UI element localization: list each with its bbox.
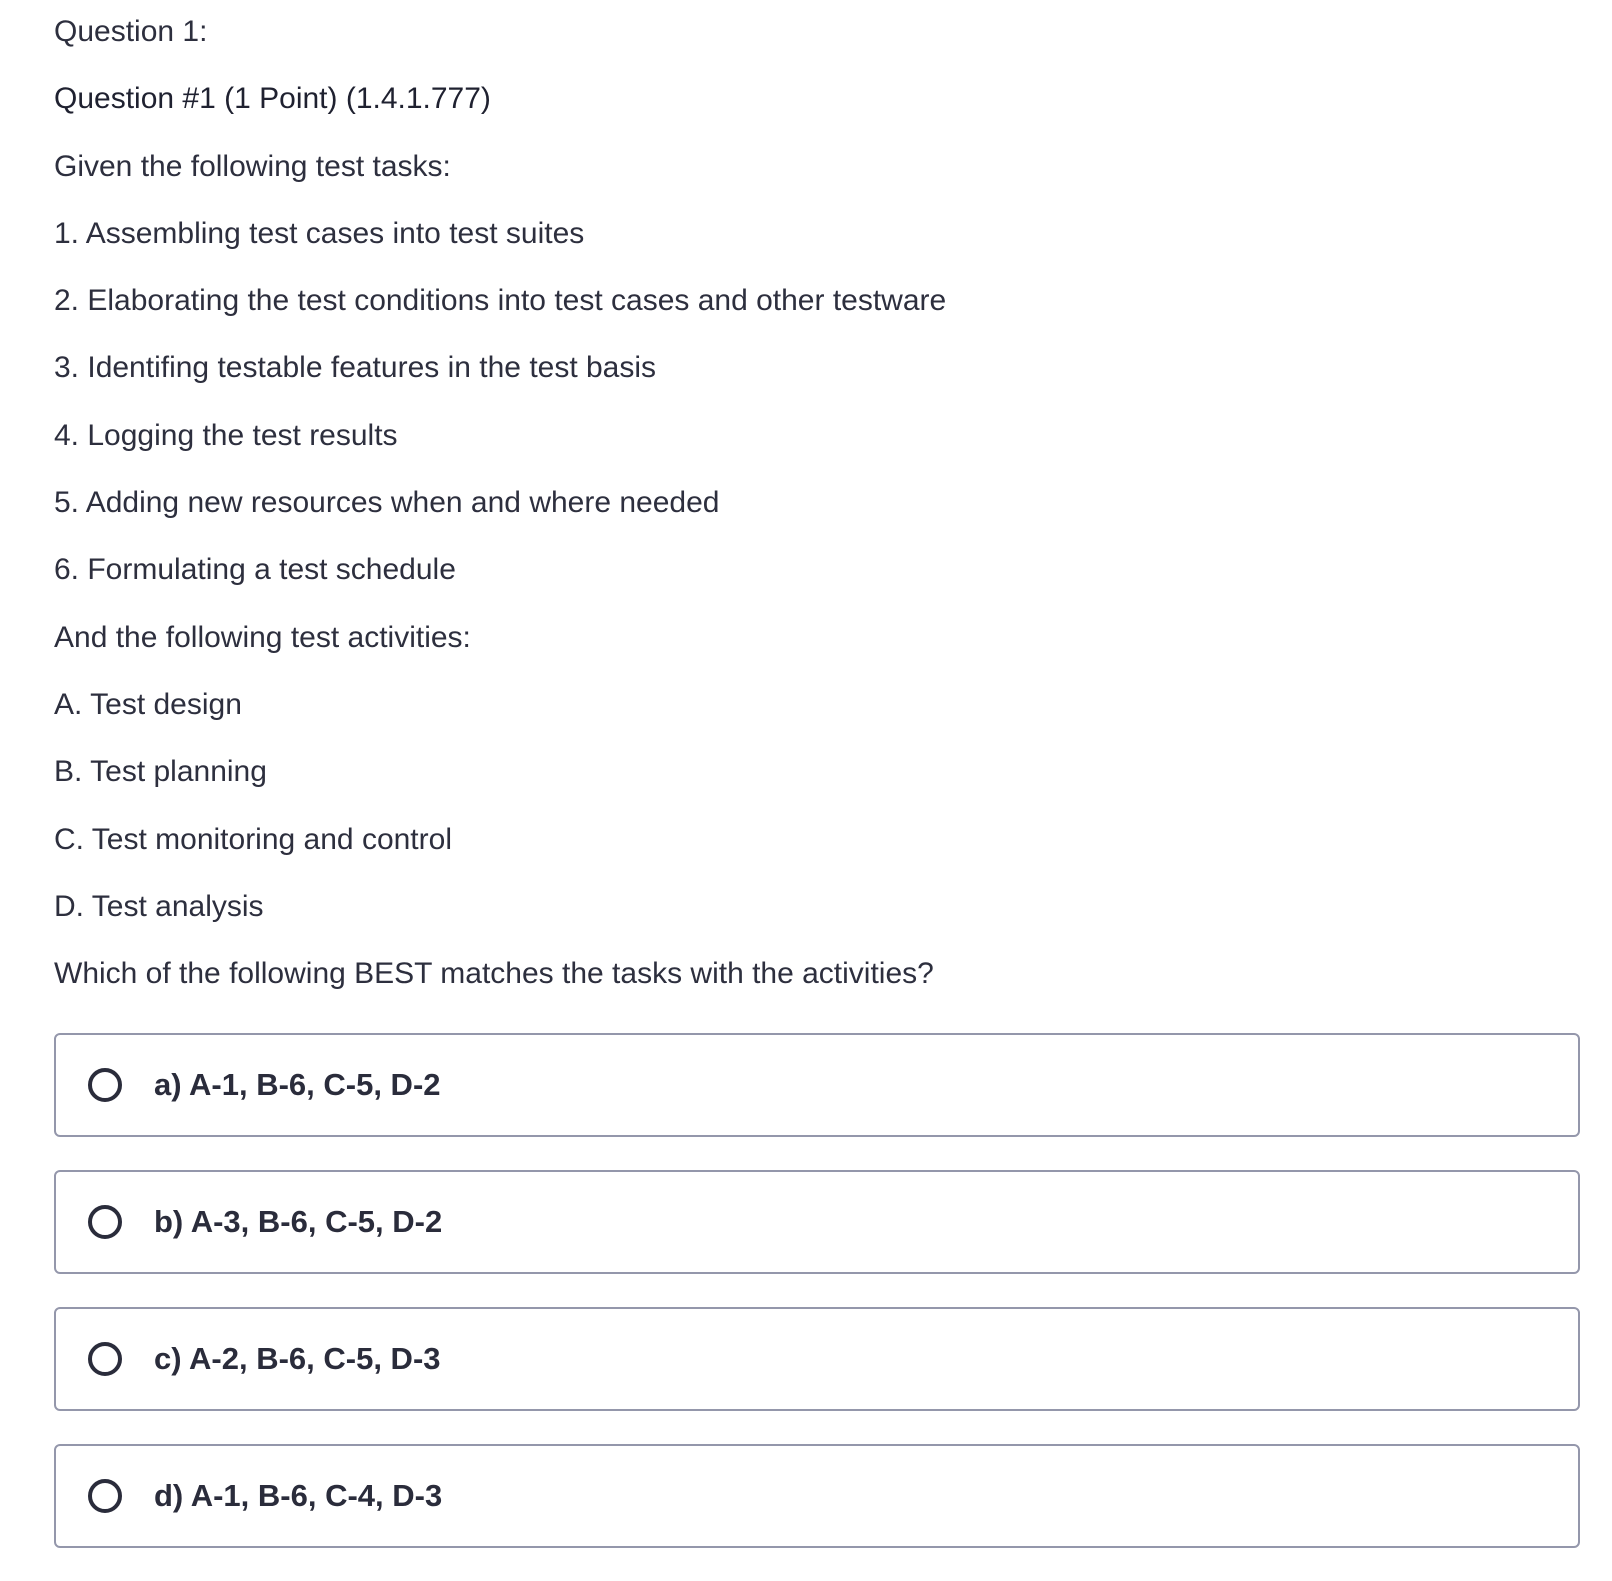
activity-item: A. Test design	[54, 687, 242, 721]
activity-item: D. Test analysis	[54, 889, 264, 923]
option-label: a) A-1, B-6, C-5, D-2	[154, 1067, 441, 1102]
option-label: c) A-2, B-6, C-5, D-3	[154, 1341, 441, 1376]
answer-options	[54, 1033, 1580, 1581]
task-item: 2. Elaborating the test conditions into test cases and other testware	[54, 284, 947, 318]
radio-icon[interactable]	[88, 1205, 122, 1239]
task-item: 4. Logging the test results	[54, 418, 398, 452]
tasks-intro: Given the following test tasks:	[54, 149, 451, 183]
activity-item: C. Test monitoring and control	[54, 822, 452, 856]
question-title: Question #1 (1 Point) (1.4.1.777)	[54, 82, 491, 116]
radio-icon[interactable]	[88, 1068, 122, 1102]
question-header: Question 1:	[54, 15, 208, 48]
option-a[interactable]	[54, 1033, 1580, 1137]
activity-item: B. Test planning	[54, 755, 267, 789]
question-prompt: Which of the following BEST matches the tasks with the activities?	[54, 957, 934, 991]
radio-icon[interactable]	[88, 1479, 122, 1513]
task-item: 5. Adding new resources when and where needed	[54, 486, 720, 520]
option-label: d) A-1, B-6, C-4, D-3	[154, 1478, 443, 1513]
option-d[interactable]	[54, 1444, 1580, 1548]
option-label: b) A-3, B-6, C-5, D-2	[154, 1204, 443, 1239]
question-body	[54, 0, 946, 1007]
radio-icon[interactable]	[88, 1342, 122, 1376]
activities-intro: And the following test activities:	[54, 620, 471, 654]
option-b[interactable]	[54, 1170, 1580, 1274]
task-item: 3. Identifing testable features in the test basis	[54, 351, 657, 385]
task-item: 1. Assembling test cases into test suites	[54, 216, 585, 250]
task-item: 6. Formulating a test schedule	[54, 553, 456, 587]
option-c[interactable]	[54, 1307, 1580, 1411]
